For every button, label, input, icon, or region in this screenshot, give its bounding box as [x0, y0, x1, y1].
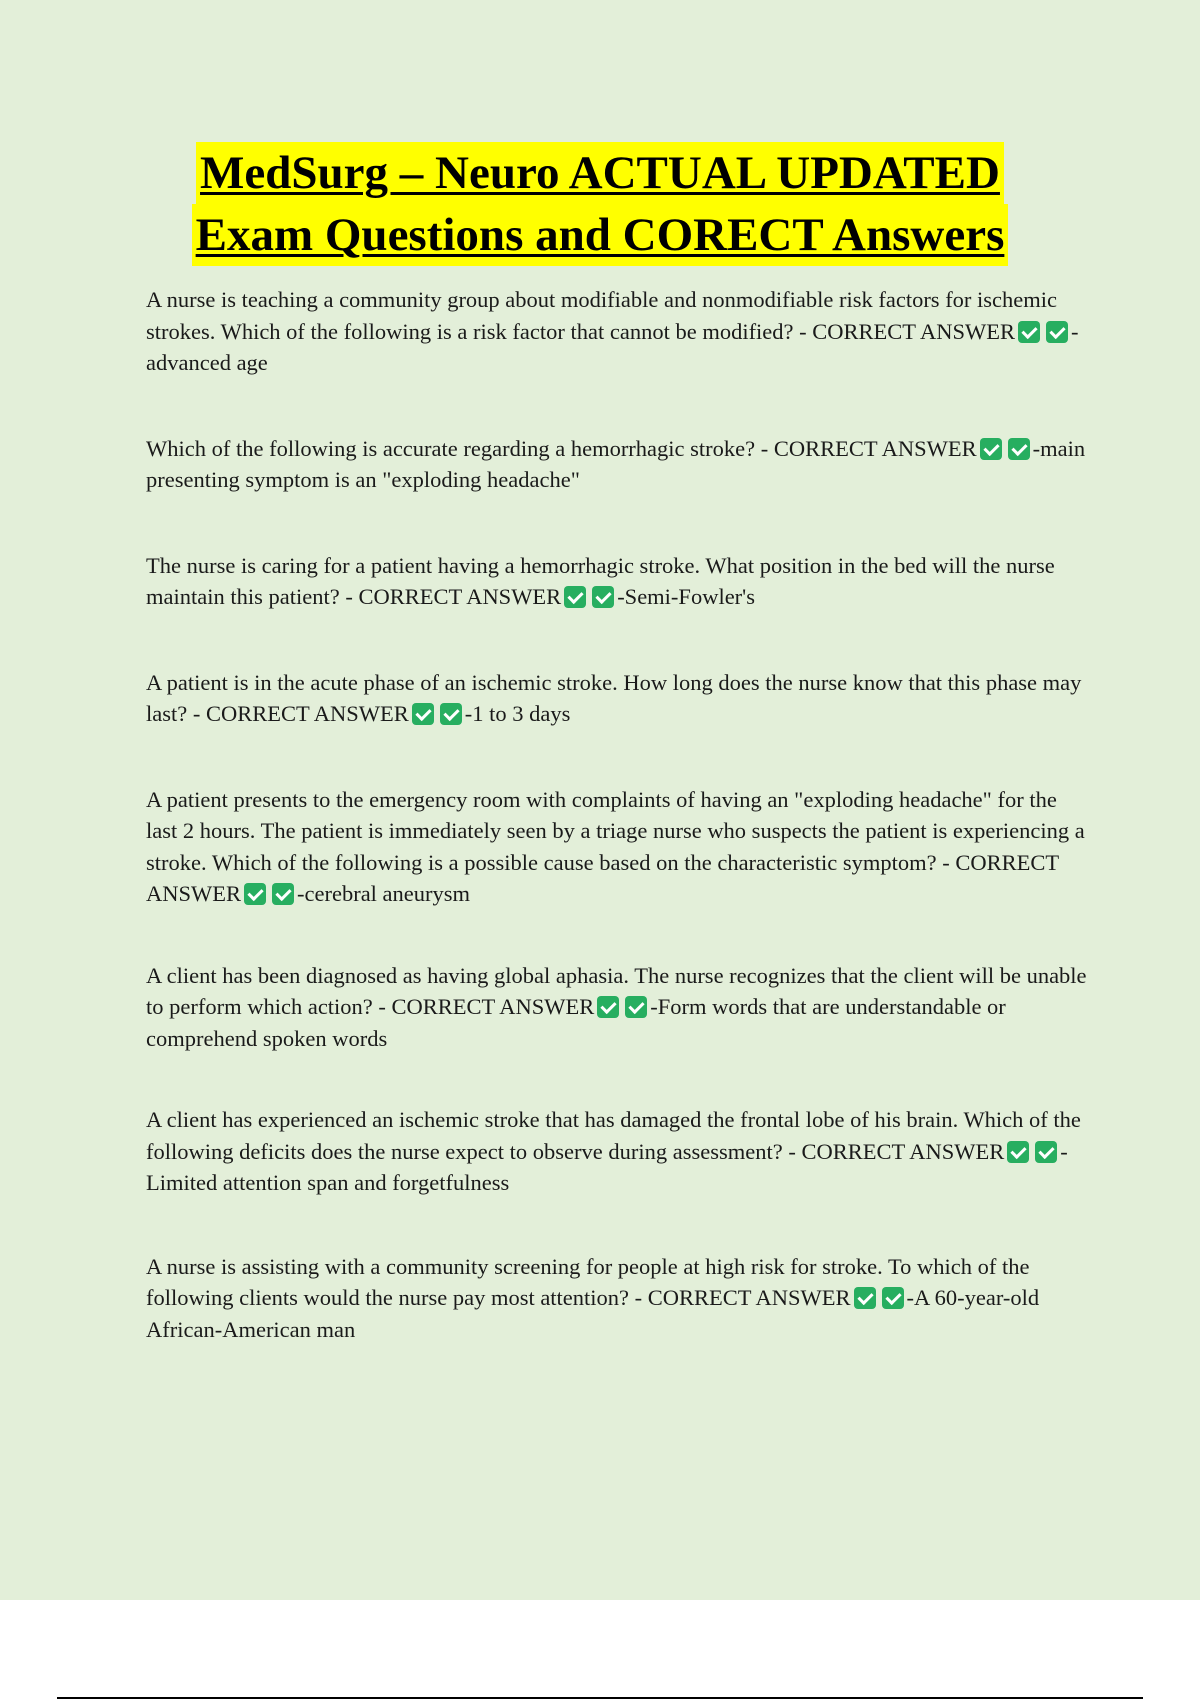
correct-answer-label: - CORRECT ANSWER: [760, 435, 977, 461]
correct-answer-label: - CORRECT ANSWER: [799, 318, 1016, 344]
question-text: A client has experienced an ischemic stroke that has damaged the frontal lobe of his brain. Which of the following deficits does the nurse expect to observe during assessment?: [146, 1107, 1081, 1164]
check-icon: [625, 996, 647, 1018]
answer-text: -Form words that are understandable or comprehend spoken words: [146, 994, 1006, 1051]
check-icon: [854, 1287, 876, 1309]
qa-item: [146, 550, 1091, 613]
check-icon: [272, 883, 294, 905]
title-line-2: Exam Questions and CORECT Answers: [192, 204, 1009, 266]
question-text: The nurse is caring for a patient having a hemorrhagic stroke. What position in the bed will the nurse maintain this patient?: [146, 552, 1055, 609]
answer-text: -advanced age: [146, 318, 1079, 375]
question-text: Which of the following is accurate regarding a hemorrhagic stroke?: [146, 435, 756, 461]
question-text: A client has been diagnosed as having global aphasia. The nurse recognizes that the client will be unable to perform which action?: [146, 962, 1087, 1019]
check-icon: [1007, 1141, 1029, 1163]
check-icon: [412, 703, 434, 725]
correct-answer-label: - CORRECT ANSWER: [788, 1138, 1005, 1164]
correct-answer-label: - CORRECT ANSWER: [192, 701, 409, 726]
question-text: A nurse is teaching a community group about modifiable and nonmodifiable risk factors for ischemic strokes. Which of the following is a risk factor that cannot be modified?: [146, 287, 1058, 344]
footer-divider: [57, 1697, 1143, 1699]
correct-answer-label: - CORRECT ANSWER: [146, 849, 1059, 906]
check-icon: [882, 1287, 904, 1309]
qa-item: [146, 284, 1091, 379]
check-icon: [440, 703, 462, 725]
qa-list: [146, 284, 1091, 1345]
qa-item: [146, 784, 1091, 910]
page-title: [0, 142, 1200, 266]
question-text: A nurse is assisting with a community screening for people at high risk for stroke. To which of the following clients would the nurse pay most attention?: [146, 1253, 1030, 1310]
check-icon: [1046, 321, 1068, 343]
qa-item: [146, 433, 1091, 496]
check-icon: [980, 438, 1002, 460]
check-icon: [244, 883, 266, 905]
qa-item: [146, 1104, 1091, 1199]
question-text: A patient is in the acute phase of an ischemic stroke. How long does the nurse know that this phase may last?: [146, 669, 1082, 726]
check-icon: [1008, 438, 1030, 460]
correct-answer-label: - CORRECT ANSWER: [378, 994, 595, 1019]
answer-text: -A 60-year-old African-American man: [146, 1285, 1040, 1342]
answer-text: -Limited attention span and forgetfulness: [146, 1138, 1068, 1195]
title-line-1: MedSurg – Neuro ACTUAL UPDATED: [196, 142, 1004, 204]
check-icon: [592, 586, 614, 608]
answer-text: -cerebral aneurysm: [297, 881, 471, 906]
answer-text: -1 to 3 days: [464, 701, 571, 726]
check-icon: [597, 996, 619, 1018]
qa-item: [146, 960, 1091, 1055]
qa-item: [146, 667, 1091, 730]
answer-text: -main presenting symptom is an "exploding headache": [146, 435, 1086, 492]
qa-item: [146, 1251, 1091, 1346]
correct-answer-label: - CORRECT ANSWER: [634, 1285, 851, 1310]
check-icon: [564, 586, 586, 608]
correct-answer-label: - CORRECT ANSWER: [345, 584, 562, 609]
check-icon: [1035, 1141, 1057, 1163]
answer-text: -Semi-Fowler's: [617, 584, 755, 609]
check-icon: [1018, 321, 1040, 343]
question-text: A patient presents to the emergency room with complaints of having an "exploding headache" for the last 2 hours. The patient is immediately seen by a triage nurse who suspects the patient is experiencing a stroke. Which of the following is a possible cause based on the characteristic symptom?: [146, 786, 1085, 875]
